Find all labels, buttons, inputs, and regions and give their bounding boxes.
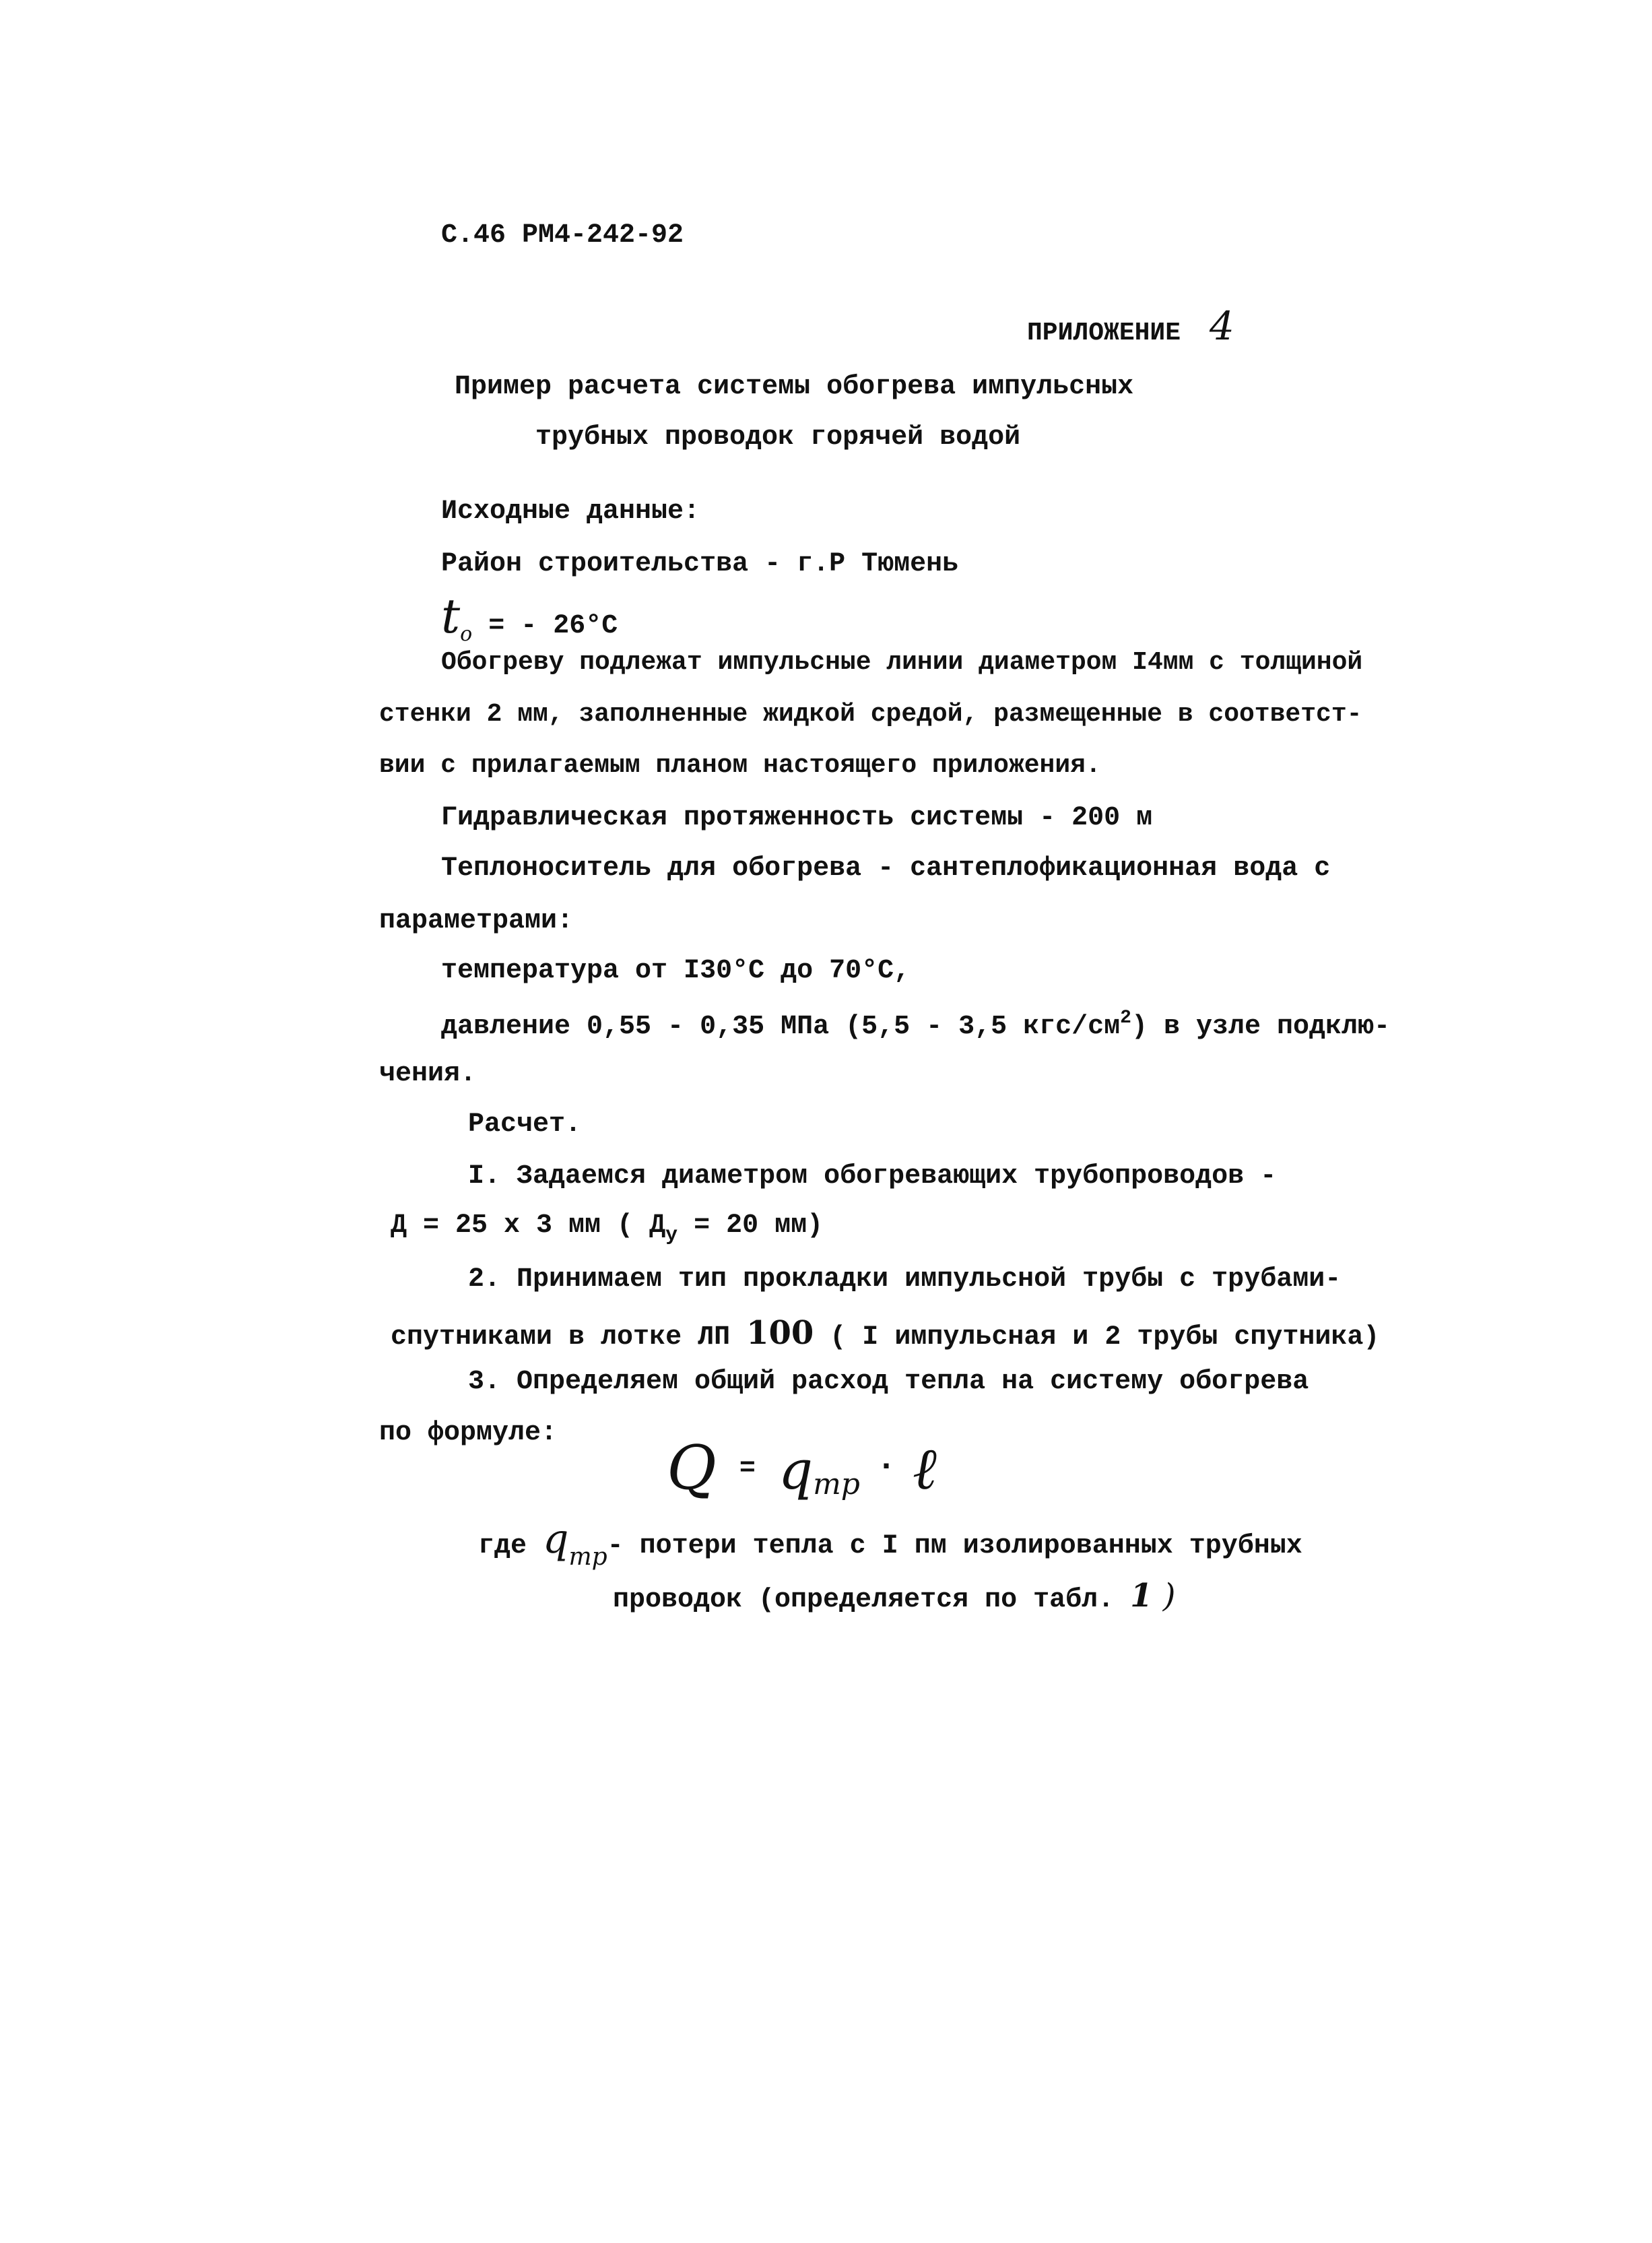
title-line-2: трубных проводок горячей водой — [535, 422, 1021, 453]
tray-text-end: ( I импульсная и 2 трубы спутника) — [814, 1322, 1380, 1353]
formula-equals: = — [739, 1454, 756, 1484]
pressure-line-1 — [441, 1009, 1390, 1041]
pressure-superscript: 2 — [1120, 1008, 1131, 1029]
coolant-line-1: Теплоноситель для обогрева - сантеплофикационная вода с — [441, 853, 1331, 884]
temperature-value: = - 26°C — [488, 611, 618, 641]
coolant-line-2: параметрами: — [379, 906, 574, 936]
closing-paren: ) — [1152, 1577, 1176, 1615]
formula-dot: · — [875, 1448, 896, 1486]
paragraph-1-line-1: Обогреву подлежат импульсные линии диаметром I4мм с толщиной — [441, 648, 1363, 677]
pressure-line-2: чения. — [379, 1059, 477, 1089]
appendix-number: 4 — [1209, 303, 1234, 349]
pressure-text: давление 0,55 - 0,35 МПа (5,5 - 3,5 кгс/см — [441, 1012, 1121, 1042]
where-word: где — [478, 1531, 543, 1561]
temperature-symbol: t — [441, 589, 461, 644]
step-3-line-2: по формуле: — [379, 1418, 558, 1448]
formula-Q: Q — [667, 1433, 717, 1503]
hydraulic-length: Гидравлическая протяженность системы - 200 м — [441, 803, 1153, 833]
formula-q: q — [778, 1439, 814, 1501]
tray-text: спутниками в лотке ЛП — [391, 1322, 747, 1353]
temperature-subscript: o — [460, 622, 473, 646]
step-1-line-2 — [391, 1212, 823, 1245]
diameter-text: Д = 25 х 3 мм ( Д — [391, 1210, 666, 1241]
temperature-range: температура от I30°C до 70°C, — [441, 956, 911, 986]
heat-formula — [667, 1433, 937, 1503]
initial-data-heading: Исходные данные: — [441, 496, 700, 527]
where-line-2 — [613, 1577, 1176, 1615]
title-line-1: Пример расчета системы обогрева импульсных — [455, 372, 1134, 402]
appendix-label: ПРИЛОЖЕНИЕ — [1027, 319, 1181, 348]
outdoor-temperature — [441, 589, 618, 646]
step-3-line-1: 3. Определяем общий расход тепла на систему обогрева — [468, 1367, 1309, 1397]
formula-tr-subscript: тр — [813, 1467, 860, 1501]
diameter-subscript: у — [665, 1224, 678, 1247]
where-text: - потери тепла с I пм изолированных трубных — [607, 1531, 1302, 1561]
step-2-line-2 — [391, 1314, 1380, 1353]
step-2-line-1: 2. Принимаем тип прокладки импульсной трубы с трубами- — [468, 1264, 1342, 1295]
paragraph-1-line-3: вии с прилагаемым планом настоящего приложения. — [379, 751, 1101, 780]
formula-l: ℓ — [913, 1435, 937, 1503]
where-q: q — [543, 1516, 569, 1563]
calculation-heading: Расчет. — [468, 1109, 582, 1140]
diameter-text-end: = 20 мм) — [678, 1210, 824, 1241]
table-reference: проводок (определяется по табл. — [613, 1585, 1131, 1615]
page-reference: С.46 РМ4-242-92 — [441, 220, 684, 251]
step-1-line-1: I. Задаемся диаметром обогревающих трубопроводов - — [468, 1161, 1277, 1192]
tray-number: 100 — [746, 1314, 814, 1352]
pressure-text-end: ) в узле подклю- — [1131, 1012, 1391, 1042]
construction-district: Район строительства - г.Р Тюмень — [441, 549, 959, 579]
where-tr-subscript: тр — [568, 1543, 607, 1571]
paragraph-1-line-2: стенки 2 мм, заполненные жидкой средой, размещенные в соответст- — [379, 700, 1362, 729]
appendix-heading — [1027, 303, 1234, 349]
where-line-1 — [478, 1516, 1302, 1571]
table-number: 1 — [1130, 1577, 1153, 1615]
